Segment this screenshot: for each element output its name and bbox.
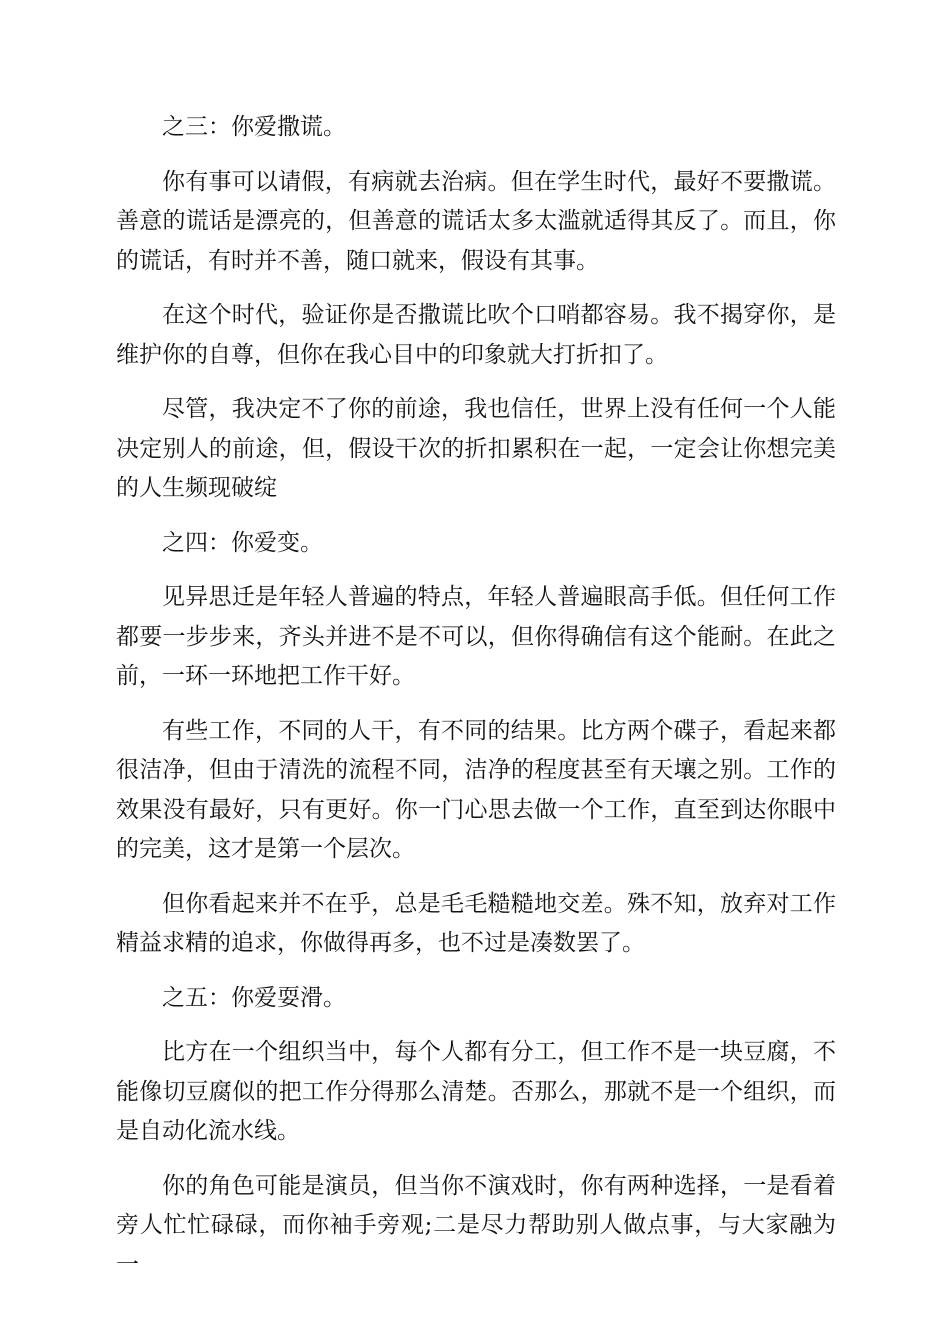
paragraph: 有些工作，不同的人干，有不同的结果。比方两个碟子，看起来都很洁净，但由于清洗的流程不同，洁净的程度甚至有天壤之别。工作的效果没有最好，只有更好。你一门心思去做一个工作，直至到达你眼中的完美，这才是第一个层次。 [116, 717, 836, 862]
section-heading-5: 之五：你爱耍滑。 [162, 984, 346, 1011]
paragraph: 但你看起来并不在乎，总是毛毛糙糙地交差。殊不知，放弃对工作精益求精的追求，你做得再多，也不过是凑数罢了。 [116, 890, 836, 956]
section-heading-4: 之四：你爱变。 [162, 529, 323, 556]
paragraph: 见异思迁是年轻人普遍的特点，年轻人普遍眼高手低。但任何工作都要一步步来，齐头并进不是不可以，但你得确信有这个能耐。在此之前，一环一环地把工作干好。 [116, 584, 836, 689]
paragraph: 比方在一个组织当中，每个人都有分工，但工作不是一块豆腐，不能像切豆腐似的把工作分得那么清楚。否那么，那就不是一个组织，而是自动化流水线。 [116, 1039, 836, 1144]
section-heading-3: 之三：你爱撒谎。 [162, 114, 346, 140]
paragraph: 尽管，我决定不了你的前途，我也信任，世界上没有任何一个人能决定别人的前途，但，假设干次的折扣累积在一起，一定会让你想完美的人生频现破绽 [116, 396, 836, 501]
paragraph: 你的角色可能是演员，但当你不演戏时，你有两种选择，一是看着旁人忙忙碌碌，而你袖手旁观;二是尽力帮助别人做点事，与大家融为一 [116, 1172, 836, 1278]
paragraph: 在这个时代，验证你是否撒谎比吹个口哨都容易。我不揭穿你，是维护你的自尊，但你在我心目中的印象就大打折扣了。 [116, 302, 836, 368]
paragraph: 你有事可以请假，有病就去治病。但在学生时代，最好不要撒谎。善意的谎话是漂亮的，但善意的谎话太多太滥就适得其反了。而且，你的谎话，有时并不善，随口就来，假设有其事。 [116, 168, 836, 274]
document-body [116, 108, 836, 1300]
